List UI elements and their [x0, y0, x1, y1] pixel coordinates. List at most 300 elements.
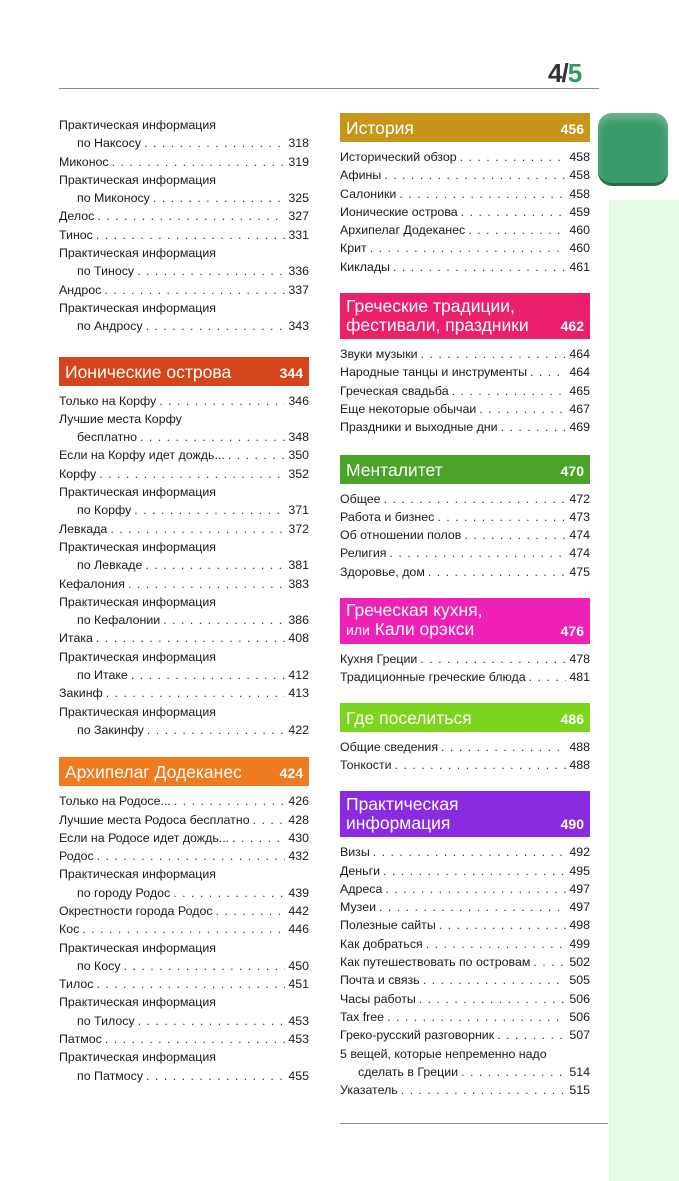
toc-entry-heading: Практическая информация: [59, 649, 217, 664]
toc-entry-title: Только на Родосе...: [59, 794, 171, 809]
toc-entry-title: по городу Родос: [77, 885, 171, 900]
toc-entry-page: 352: [288, 466, 309, 481]
dot-leader: [105, 1030, 286, 1048]
toc-entry-title: по Косу: [77, 958, 121, 973]
toc-entry-title: Тонкости: [340, 757, 392, 772]
toc-entry[interactable]: [59, 829, 309, 847]
toc-entry[interactable]: [340, 650, 590, 668]
toc-entry[interactable]: [340, 526, 590, 544]
dot-leader: [253, 811, 286, 829]
toc-entry-title: Еще некоторые обычаи: [340, 401, 477, 416]
toc-entry[interactable]: [340, 862, 590, 880]
dot-leader: [452, 382, 567, 400]
toc-entry-title: сделать в Греции: [358, 1064, 459, 1079]
toc-entry-page: 502: [569, 955, 590, 970]
toc-entry[interactable]: [340, 898, 590, 916]
toc-entry-page: 499: [569, 936, 590, 951]
toc-entry[interactable]: [340, 345, 590, 363]
toc-entry-title: Тилос: [59, 977, 94, 992]
dot-leader: [401, 1081, 567, 1099]
toc-entry-heading: Практическая информация: [59, 539, 217, 554]
section-practical-items: [340, 843, 590, 1099]
dot-leader: [97, 847, 286, 865]
bottom-rule: [340, 1123, 608, 1124]
dot-leader: [501, 418, 567, 436]
toc-entry-title: Итака: [59, 631, 93, 646]
toc-entry-title: Народные танцы и инструменты: [340, 365, 528, 380]
toc-entry-page: 327: [288, 209, 309, 224]
dot-leader: [530, 363, 566, 381]
toc-entry-page: 469: [569, 420, 590, 435]
toc-entry[interactable]: [340, 880, 590, 898]
toc-entry[interactable]: [59, 153, 309, 171]
toc-entry-page: 459: [569, 204, 590, 219]
toc-entry[interactable]: [59, 483, 309, 520]
dot-leader: [399, 185, 566, 203]
dot-leader: [439, 916, 567, 934]
toc-entry-page: 464: [569, 347, 590, 362]
section-dodecanese-items: [59, 792, 309, 1085]
dot-leader: [137, 262, 285, 280]
dot-leader: [383, 862, 566, 880]
toc-entry-page: 336: [288, 264, 309, 279]
toc-entry[interactable]: [340, 363, 590, 381]
toc-entry-page: 412: [288, 668, 309, 683]
toc-entry-title: Адреса: [340, 881, 383, 896]
toc-entry-page: 426: [288, 794, 309, 809]
toc-entry[interactable]: [59, 207, 309, 225]
toc-entry-title: по Тиносу: [77, 264, 135, 279]
toc-entry-title: Левкада: [59, 521, 108, 536]
toc-entry-page: 422: [288, 722, 309, 737]
toc-entry-title: Об отношении полов: [340, 528, 462, 543]
toc-entry-title: по Итаке: [77, 668, 128, 683]
toc-entry-title: Праздники и выходные дни: [340, 420, 498, 435]
dot-leader: [379, 898, 566, 916]
toc-entry-page: 451: [288, 977, 309, 992]
dot-leader: [461, 1063, 566, 1081]
dot-leader: [131, 666, 285, 684]
section-stay-items: [340, 738, 590, 775]
toc-entry-title: Полезные сайты: [340, 918, 436, 933]
toc-entry[interactable]: [340, 166, 590, 184]
toc-entry[interactable]: [59, 865, 309, 902]
toc-entry-title: Ионические острова: [340, 204, 458, 219]
toc-entry-page: 455: [288, 1068, 309, 1083]
toc-entry-page: 467: [569, 401, 590, 416]
toc-entry-page: 478: [569, 652, 590, 667]
toc-entry[interactable]: [340, 563, 590, 581]
dot-leader: [426, 935, 567, 953]
toc-entry-title: по Корфу: [77, 503, 132, 518]
toc-entry-page: 325: [288, 191, 309, 206]
dot-leader: [159, 392, 285, 410]
dot-leader: [464, 526, 566, 544]
dot-leader: [174, 792, 285, 810]
dot-leader: [128, 575, 285, 593]
toc-entry-title: Делос: [59, 209, 95, 224]
toc-entry-page: 497: [569, 900, 590, 915]
toc-entry[interactable]: [59, 226, 309, 244]
toc-entry-title: Tax free: [340, 1009, 385, 1024]
toc-entry[interactable]: [340, 843, 590, 861]
toc-entry[interactable]: [59, 446, 309, 464]
toc-entry[interactable]: [59, 993, 309, 1030]
toc-entry[interactable]: [340, 990, 590, 1008]
dot-leader: [529, 668, 567, 686]
toc-entry-page: 506: [569, 991, 590, 1006]
toc-entry-title: по Наксосу: [77, 136, 142, 151]
toc-entry-page: 337: [288, 282, 309, 297]
dot-leader: [124, 957, 286, 975]
toc-entry-title: Киклады: [340, 259, 390, 274]
dot-leader: [441, 738, 566, 756]
dot-leader: [461, 203, 567, 221]
left-column: [59, 116, 309, 1085]
dot-leader: [216, 902, 286, 920]
dot-leader: [387, 1008, 566, 1026]
dot-leader: [96, 226, 285, 244]
toc-entry[interactable]: [59, 392, 309, 410]
dot-leader: [140, 428, 285, 446]
section-header-dodecanese[interactable]: Архипелаг Додеканес 424: [59, 757, 309, 786]
dot-leader: [146, 1067, 285, 1085]
toc-entry-page: 474: [569, 528, 590, 543]
toc-entry-title: Кос: [59, 922, 80, 937]
toc-entry-page: 442: [288, 903, 309, 918]
toc-entry-page: 453: [288, 1013, 309, 1028]
toc-entry-page: 460: [569, 241, 590, 256]
right-column: [340, 113, 590, 1099]
side-stripe: [609, 200, 679, 1181]
toc-entry-title: Как добраться: [340, 936, 423, 951]
top-rule: [59, 88, 599, 89]
toc-entry[interactable]: [59, 703, 309, 740]
toc-entry-title: Если на Корфу идет дождь...: [59, 448, 225, 463]
toc-entry-page: 475: [569, 564, 590, 579]
toc-entry-title: Здоровье, дом: [340, 564, 425, 579]
dot-leader: [97, 207, 285, 225]
toc-entry[interactable]: [59, 538, 309, 575]
toc-entry-heading: Практическая информация: [59, 300, 217, 315]
toc-entry-page: 458: [569, 186, 590, 201]
toc-entry-page: 413: [288, 686, 309, 701]
toc-entry-title: Традиционные греческие блюда: [340, 670, 526, 685]
dot-leader: [146, 317, 286, 335]
toc-entry[interactable]: [59, 684, 309, 702]
toc-entry[interactable]: [340, 544, 590, 562]
toc-entry-title: Окрестности города Родос: [59, 903, 213, 918]
toc-entry-page: 461: [569, 259, 590, 274]
toc-entry-heading: Практическая информация: [59, 867, 217, 882]
toc-entry[interactable]: [340, 508, 590, 526]
toc-entry[interactable]: [340, 738, 590, 756]
toc-entry-page: 507: [569, 1028, 590, 1043]
toc-entry[interactable]: [340, 1008, 590, 1026]
toc-entry-page: 408: [288, 631, 309, 646]
section-history-items: [340, 148, 590, 276]
toc-entry[interactable]: [59, 244, 309, 281]
section-cuisine-items: [340, 650, 590, 687]
dot-leader: [420, 650, 566, 668]
dot-leader: [370, 239, 567, 257]
toc-entry-title: по Левкаде: [77, 558, 143, 573]
toc-entry-page: 465: [569, 383, 590, 398]
section-mentality-items: [340, 490, 590, 581]
toc-entry-title: Исторический обзор: [340, 150, 457, 164]
toc-entry[interactable]: [59, 920, 309, 938]
dot-leader: [479, 400, 566, 418]
toc-entry[interactable]: [340, 1045, 590, 1082]
toc-entry-title: по Патмосу: [77, 1068, 144, 1083]
toc-entry[interactable]: [59, 847, 309, 865]
toc-entry-heading: Практическая информация: [59, 118, 217, 132]
toc-entry-title: Крит: [340, 241, 367, 256]
toc-entry-title: Музеи: [340, 900, 377, 915]
toc-entry[interactable]: [59, 465, 309, 483]
toc-entry-title: Общие сведения: [340, 739, 439, 754]
toc-entry[interactable]: [340, 1081, 590, 1099]
dot-leader: [145, 556, 285, 574]
toc-entry-page: 430: [288, 830, 309, 845]
toc-entry-title: Архипелаг Додеканес: [340, 223, 466, 238]
toc-entry-title: по Андросу: [77, 319, 143, 334]
toc-entry[interactable]: [340, 185, 590, 203]
toc-entry-page: 450: [288, 958, 309, 973]
dot-leader: [228, 446, 285, 464]
toc-entry[interactable]: [59, 902, 309, 920]
dot-leader: [163, 611, 285, 629]
dot-leader: [110, 520, 285, 538]
toc-entry-title: бесплатно: [77, 430, 138, 445]
toc-entry-heading: 5 вещей, которые непременно надо: [340, 1046, 547, 1061]
toc-entry-title: по Закинфу: [77, 722, 144, 737]
dot-leader: [173, 884, 285, 902]
toc-entry-page: 458: [569, 168, 590, 183]
toc-entry[interactable]: [59, 811, 309, 829]
toc-entry-title: Кухня Греции: [340, 652, 418, 667]
toc-entry-page: 381: [288, 558, 309, 573]
section-ionian-items: [59, 392, 309, 740]
dot-leader: [112, 153, 286, 171]
toc-entry-page: 497: [569, 881, 590, 896]
toc-entry[interactable]: [59, 1030, 309, 1048]
toc-entry-page: 498: [569, 918, 590, 933]
toc-entry[interactable]: [59, 410, 309, 447]
toc-entry-page: 514: [569, 1064, 590, 1079]
dot-leader: [153, 189, 285, 207]
toc-entry[interactable]: [340, 221, 590, 239]
toc-entry-title: Родос: [59, 849, 94, 864]
dot-leader: [497, 1026, 566, 1044]
toc-entry-heading: Лучшие места Корфу: [59, 411, 182, 426]
toc-entry[interactable]: [340, 239, 590, 257]
toc-entry-title: Тинос: [59, 227, 93, 242]
toc-entry-title: Если на Родосе идет дождь...: [59, 830, 230, 845]
section-header-practical[interactable]: Практическая информация 490: [340, 791, 590, 837]
dot-leader: [421, 345, 567, 363]
toc-entry[interactable]: [340, 382, 590, 400]
toc-entry[interactable]: [340, 148, 590, 166]
toc-entry-title: Миконос: [59, 154, 109, 169]
toc-entry[interactable]: [340, 756, 590, 774]
toc-entry[interactable]: [340, 953, 590, 971]
toc-entry-page: 446: [288, 922, 309, 937]
toc-entry-title: Только на Корфу: [59, 393, 157, 408]
toc-entry[interactable]: [59, 939, 309, 976]
toc-entry[interactable]: [59, 520, 309, 538]
dot-leader: [468, 221, 566, 239]
toc-entry[interactable]: [59, 299, 309, 336]
page-number: 4/5: [548, 58, 582, 88]
dot-leader: [437, 508, 566, 526]
toc-entry-page: 460: [569, 223, 590, 238]
toc-entry-page: 318: [288, 136, 309, 151]
toc-entry-title: по Тилосу: [77, 1013, 135, 1028]
toc-entry-page: 386: [288, 613, 309, 628]
dot-leader: [106, 684, 286, 702]
toc-entry-page: 371: [288, 503, 309, 518]
toc-entry-title: по Кефалонии: [77, 613, 161, 628]
section-header-cuisine[interactable]: Греческая кухня, или Кали орэкси 476: [340, 598, 590, 644]
toc-entry-page: 495: [569, 863, 590, 878]
toc-entry-page: 348: [288, 430, 309, 445]
toc-entry-page: 488: [569, 757, 590, 772]
dot-leader: [384, 490, 567, 508]
section-header-stay[interactable]: Где поселиться 486: [340, 703, 590, 732]
dot-leader: [104, 281, 285, 299]
toc-entry-page: 439: [288, 885, 309, 900]
dot-leader: [533, 953, 566, 971]
toc-entry-page: 453: [288, 1032, 309, 1047]
toc-entry[interactable]: [340, 203, 590, 221]
toc-entry-title: Лучшие места Родоса бесплатно: [59, 812, 250, 827]
dot-leader: [395, 756, 567, 774]
toc-entry-page: 481: [569, 670, 590, 685]
toc-entry-title: Греко-русский разговорник: [340, 1028, 495, 1043]
dot-leader: [419, 990, 567, 1008]
toc-entry-title: по Миконосу: [77, 191, 150, 206]
toc-entry-heading: Практическая информация: [59, 940, 217, 955]
toc-entry-heading: Практическая информация: [59, 594, 217, 609]
toc-entry-title: Патмос: [59, 1032, 102, 1047]
toc-entry-page: 331: [288, 227, 309, 242]
dot-leader: [232, 829, 285, 847]
section-header-history[interactable]: История 456: [340, 113, 590, 142]
section-cyclades-continued: [59, 116, 309, 336]
toc-entry-title: Греческая свадьба: [340, 383, 449, 398]
toc-entry[interactable]: [340, 1026, 590, 1044]
toc-entry[interactable]: [340, 400, 590, 418]
toc-entry-page: 515: [569, 1083, 590, 1098]
toc-entry-heading: Практическая информация: [59, 246, 217, 261]
toc-entry-page: 350: [288, 448, 309, 463]
toc-entry[interactable]: [340, 258, 590, 276]
toc-entry-title: Андрос: [59, 282, 102, 297]
section-traditions-items: [340, 345, 590, 436]
toc-entry-page: 472: [569, 491, 590, 506]
toc-entry-heading: Практическая информация: [59, 704, 217, 719]
toc-entry-title: Салоники: [340, 186, 397, 201]
toc-entry[interactable]: [59, 575, 309, 593]
toc-entry[interactable]: [340, 668, 590, 686]
toc-entry-page: 319: [288, 154, 309, 169]
toc-entry[interactable]: [59, 648, 309, 685]
toc-entry[interactable]: [59, 975, 309, 993]
toc-entry-heading: Практическая информация: [59, 485, 217, 500]
toc-entry-page: 383: [288, 576, 309, 591]
toc-entry-page: 474: [569, 546, 590, 561]
toc-entry[interactable]: [59, 116, 309, 153]
dot-leader: [390, 544, 567, 562]
dot-leader: [96, 975, 285, 993]
toc-entry-page: 464: [569, 365, 590, 380]
section-header-traditions[interactable]: Греческие традиции, фестивали, праздники 462: [340, 293, 590, 339]
toc-entry[interactable]: [59, 629, 309, 647]
toc-entry[interactable]: [59, 593, 309, 630]
toc-entry-heading: Практическая информация: [59, 995, 217, 1010]
toc-entry-page: 506: [569, 1009, 590, 1024]
toc-entry-page: 488: [569, 739, 590, 754]
dot-leader: [373, 843, 567, 861]
toc-entry[interactable]: [340, 916, 590, 934]
dot-leader: [423, 971, 567, 989]
toc-entry-heading: Практическая информация: [59, 172, 217, 187]
toc-entry-title: Деньги: [340, 863, 381, 878]
toc-entry-page: 473: [569, 509, 590, 524]
toc-entry-page: 492: [569, 845, 590, 860]
toc-entry-title: Визы: [340, 845, 370, 860]
chapter-tab[interactable]: [598, 113, 668, 183]
dot-leader: [96, 629, 285, 647]
toc-entry[interactable]: [59, 171, 309, 208]
toc-entry-title: Указатель: [340, 1083, 398, 1098]
toc-entry[interactable]: [340, 971, 590, 989]
toc-entry-title: Закинф: [59, 686, 103, 701]
toc-entry-title: Часы работы: [340, 991, 416, 1006]
toc-entry-page: 346: [288, 393, 309, 408]
dot-leader: [384, 166, 566, 184]
toc-entry-page: 372: [288, 521, 309, 536]
toc-entry-page: 343: [288, 319, 309, 334]
toc-entry[interactable]: [59, 281, 309, 299]
toc-entry-title: Кефалония: [59, 576, 125, 591]
toc-entry-page: 458: [569, 150, 590, 164]
toc-entry-title: Почта и связь: [340, 973, 420, 988]
toc-entry-title: Звуки музыки: [340, 347, 418, 362]
dot-leader: [385, 880, 566, 898]
dot-leader: [134, 501, 285, 519]
section-header-mentality[interactable]: Менталитет 470: [340, 455, 590, 484]
toc-entry[interactable]: [340, 490, 590, 508]
toc-entry-page: 428: [288, 812, 309, 827]
toc-entry-title: Общее: [340, 491, 381, 506]
toc-entry[interactable]: [59, 1048, 309, 1085]
section-header-ionian[interactable]: Ионические острова 344: [59, 357, 309, 386]
toc-entry-page: 505: [569, 973, 590, 988]
toc-entry-page: 432: [288, 849, 309, 864]
toc-entry[interactable]: [59, 792, 309, 810]
toc-entry-title: Религия: [340, 546, 387, 561]
toc-entry-title: Как путешествовать по островам: [340, 955, 531, 970]
toc-entry-title: Корфу: [59, 466, 97, 481]
dot-leader: [82, 920, 285, 938]
toc-entry-heading: Практическая информация: [59, 1050, 217, 1065]
dot-leader: [393, 258, 566, 276]
toc-entry[interactable]: [340, 418, 590, 436]
toc-entry-title: Афины: [340, 168, 382, 183]
toc-entry[interactable]: [340, 935, 590, 953]
